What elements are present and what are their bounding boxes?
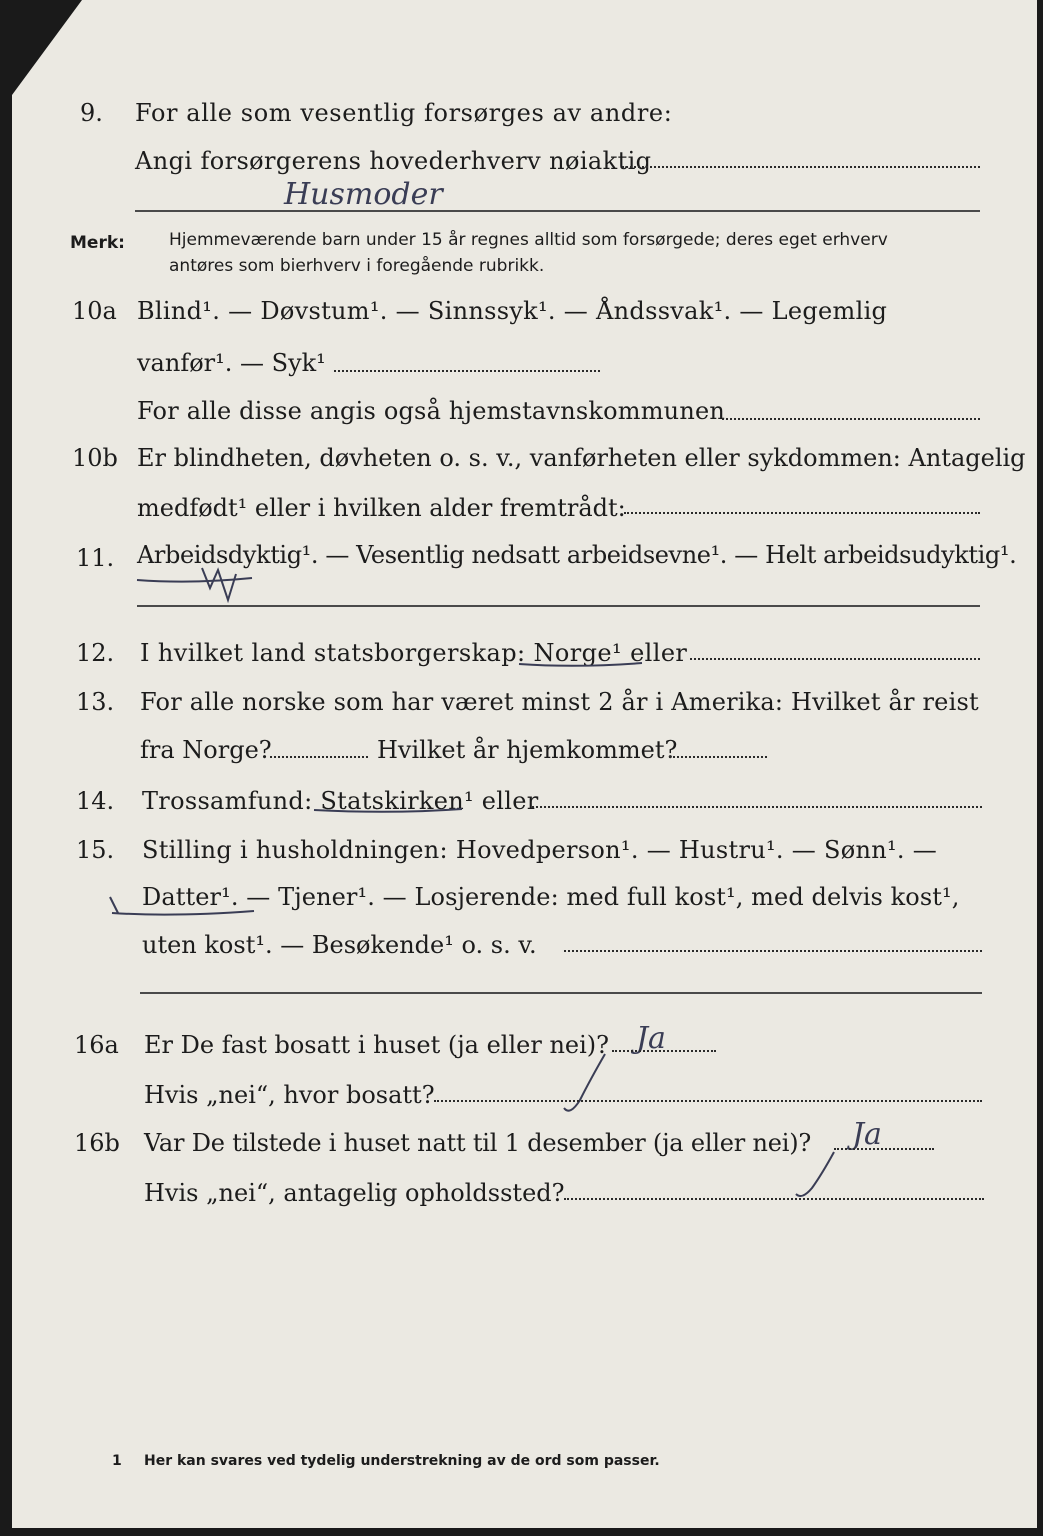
q13-line2b: Hvilket år hjemkommet? (377, 736, 678, 764)
q12-line1: I hvilket land statsborgerskap: Norge¹ eller (140, 639, 688, 667)
footnote-text: Her kan svares ved tydelig understrekning av de ord som passer. (144, 1453, 660, 1469)
q15-line3: uten kost¹. — Besøkende¹ o. s. v. (142, 931, 537, 959)
merk-line1: Hjemmeværende barn under 15 år regnes alltid som forsørgede; deres eget erhverv (169, 230, 888, 250)
merk-line2: antøres som bierhverv i foregående rubrikk. (169, 256, 545, 276)
q10a-line2-dots (334, 370, 600, 372)
q9-line2: Angi forsørgerens hovederhverv nøiaktig (135, 147, 652, 175)
q16b-answer: Ja (852, 1117, 882, 1152)
q16a-ditto-mark (560, 1050, 620, 1120)
torn-corner (12, 0, 82, 95)
q10b-number: 10b (72, 444, 118, 472)
q16b-line2-dots (564, 1198, 984, 1200)
q15-line1: Stilling i husholdningen: Hovedperson¹. — Hustru¹. — Sønn¹. — (142, 836, 938, 864)
q16a-line1-dots (612, 1050, 716, 1052)
q16a-answer: Ja (636, 1021, 666, 1056)
q14-line-dots (532, 806, 982, 808)
q10a-number: 10a (72, 297, 117, 325)
q9-line2-dots (622, 166, 980, 168)
q16a-line2-dots (434, 1100, 982, 1102)
q10a-line3-dots (722, 418, 980, 420)
q11-line1: Arbeidsdyktig¹. — Vesentlig nedsatt arbeidsevne¹. — Helt arbeidsudyktig¹. (137, 541, 1017, 569)
q14-line1: Trossamfund: Statskirken¹ eller (142, 787, 539, 815)
q11-answer-line (137, 605, 980, 607)
q12-number: 12. (76, 639, 115, 667)
q15-underline-mark (104, 895, 264, 925)
footnote-mark: 1 (112, 1453, 122, 1469)
q13-line2a: fra Norge? (140, 736, 272, 764)
q10b-line2: medfødt¹ eller i hvilken alder fremtrådt: (137, 494, 626, 522)
q13-line2a-dots (270, 756, 368, 758)
q13-line1: For alle norske som har været minst 2 år i Amerika: Hvilket år reist (140, 688, 979, 716)
merk-label: Merk: (70, 233, 125, 253)
q15-line3-dots (564, 950, 982, 952)
q9-line1: For alle som vesentlig forsørges av andre: (135, 99, 673, 127)
form-page (12, 0, 1037, 1528)
q12-line-dots (690, 658, 980, 660)
q11-underline-mark (132, 560, 292, 610)
q9-answer-line (135, 210, 980, 212)
q14-underline-mark (312, 802, 472, 818)
q16b-line1: Var De tilstede i huset natt til 1 desember (ja eller nei)? (144, 1129, 812, 1157)
q16b-line2: Hvis „nei“, antagelig opholdssted? (144, 1179, 565, 1207)
q10a-line3: For alle disse angis også hjemstavnskommunen (137, 397, 726, 425)
q15-line2: Datter¹. — Tjener¹. — Losjerende: med full kost¹, med delvis kost¹, (142, 883, 960, 911)
q9-number: 9. (80, 99, 103, 127)
q14-number: 14. (76, 787, 115, 815)
q9-answer: Husmoder (284, 177, 443, 212)
q16b-number: 16b (74, 1129, 120, 1157)
q10b-line1: Er blindheten, døvheten o. s. v., vanførheten eller sykdommen: Antagelig (137, 444, 1026, 472)
q12-underline-mark (517, 658, 647, 672)
q16a-line1: Er De fast bosatt i huset (ja eller nei)? (144, 1031, 610, 1059)
q16a-line2: Hvis „nei“, hvor bosatt? (144, 1081, 435, 1109)
q11-number: 11. (76, 544, 115, 572)
q10b-line2-dots (624, 512, 980, 514)
q13-line2b-dots (669, 756, 767, 758)
q10a-line1: Blind¹. — Døvstum¹. — Sinnssyk¹. — Åndssvak¹. — Legemlig (137, 297, 888, 325)
q16b-ditto-mark (792, 1148, 852, 1204)
q13-number: 13. (76, 688, 115, 716)
q15-number: 15. (76, 836, 115, 864)
q10a-line2: vanfør¹. — Syk¹ (137, 349, 326, 377)
q15-answer-line (140, 992, 982, 994)
q16a-number: 16a (74, 1031, 119, 1059)
